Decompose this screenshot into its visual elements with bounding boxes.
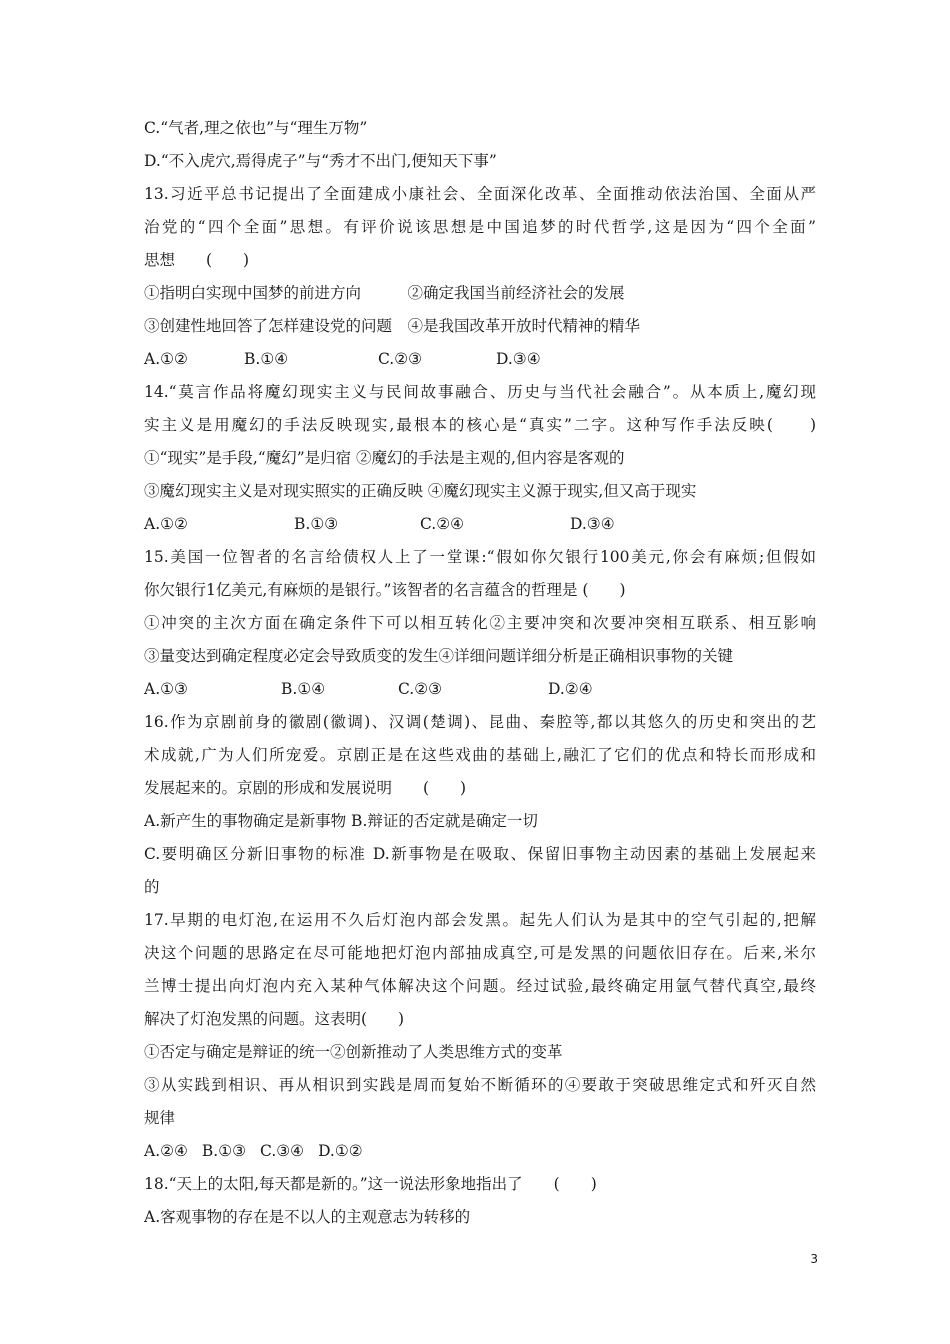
question-17-text: 决这个问题的思路定在尽可能地把灯泡内部抽成真空,可是发黑的问题依旧存在。后来,米尔 xyxy=(144,944,816,962)
question-18-option: A.客观事物的存在是不以人的主观意志为转移的 xyxy=(144,1208,471,1226)
question-16-option: C.要明确区分新旧事物的标准 D.新事物是在吸取、保留旧事物主动因素的基础上发展起来 xyxy=(144,845,816,863)
option-d: D.①② xyxy=(318,1142,363,1160)
option-b: B.①④ xyxy=(244,350,289,368)
question-15-text: 你欠银行1亿美元,有麻烦的是银行。”该智者的名言蕴含的哲理是 ( ) xyxy=(144,581,626,599)
question-17-text: 解决了灯泡发黑的问题。这表明( ) xyxy=(144,1010,405,1028)
question-17-statement: ①否定与确定是辩证的统一②创新推动了人类思维方式的变革 xyxy=(144,1043,563,1061)
question-13-text: 思想 ( ) xyxy=(144,251,250,269)
option-a: A.①② xyxy=(144,515,188,533)
question-17-statement: ③从实践到相识、再从相识到实践是周而复始不断循环的④要敢于突破思维定式和歼灭自然 xyxy=(144,1076,816,1094)
option-c: C.②③ xyxy=(398,680,443,698)
question-16-text: 术成就,广为人们所宠爱。京剧正是在这些戏曲的基础上,融汇了它们的优点和特长而形成和 xyxy=(144,746,816,764)
question-17-statement: 规律 xyxy=(144,1109,176,1127)
option-c: C.②④ xyxy=(420,515,465,533)
question-15-text: 15.美国一位智者的名言给债权人上了一堂课:“假如你欠银行100美元,你会有麻烦;但假如 xyxy=(144,548,816,566)
option-c: C.③④ xyxy=(260,1142,305,1160)
option-b: B.①③ xyxy=(294,515,339,533)
option-c: C.②③ xyxy=(378,350,423,368)
question-16-option: A.新产生的事物确定是新事物 B.辩证的否定就是确定一切 xyxy=(144,812,538,830)
option-b: B.①③ xyxy=(201,1142,247,1160)
question-13-statement: ①指明白实现中国梦的前进方向 ②确定我国当前经济社会的发展 xyxy=(144,284,625,302)
option-b: B.①④ xyxy=(281,680,326,698)
question-15-options xyxy=(144,673,816,706)
option-line: C.“气者,理之依也”与“理生万物” xyxy=(144,119,368,137)
page-number: 3 xyxy=(810,1252,818,1266)
option-a: A.②④ xyxy=(144,1142,188,1160)
question-16-text: 发展起来的。京剧的形成和发展说明 ( ) xyxy=(144,779,467,797)
question-16-option: 的 xyxy=(144,878,160,896)
option-d: D.③④ xyxy=(496,350,541,368)
question-14-statement: ③魔幻现实主义是对现实照实的正确反映 ④魔幻现实主义源于现实,但又高于现实 xyxy=(144,482,697,500)
question-17-options xyxy=(144,1135,816,1168)
question-15-statement: ①冲突的主次方面在确定条件下可以相互转化②主要冲突和次要冲突相互联系、相互影响 xyxy=(144,614,816,632)
question-17-text: 兰博士提出向灯泡内充入某种气体解决这个问题。经过试验,最终确定用氩气替代真空,最终 xyxy=(144,977,816,995)
question-15-statement: ③量变达到确定程度必定会导致质变的发生④详细问题详细分析是正确相识事物的关键 xyxy=(144,647,734,665)
question-13-statement: ③创建性地回答了怎样建设党的问题 ④是我国改革开放时代精神的精华 xyxy=(144,317,641,335)
question-13-options xyxy=(144,343,816,376)
question-14-statement: ①“现实”是手段,“魔幻”是归宿 ②魔幻的手法是主观的,但内容是客观的 xyxy=(144,449,625,467)
option-d: D.③④ xyxy=(570,515,615,533)
question-18-text: 18.“天上的太阳,每天都是新的。”这一说法形象地指出了 ( ) xyxy=(144,1175,597,1193)
option-d: D.②④ xyxy=(548,680,593,698)
question-13-text: 治党的“四个全面”思想。有评价说该思想是中国追梦的时代哲学,这是因为“四个全面” xyxy=(144,218,816,236)
question-17-text: 17.早期的电灯泡,在运用不久后灯泡内部会发黑。起先人们认为是其中的空气引起的,把解 xyxy=(144,911,816,929)
question-16-text: 16.作为京剧前身的徽剧(徽调)、汉调(楚调)、昆曲、秦腔等,都以其悠久的历史和突出的艺 xyxy=(144,713,816,731)
option-line: D.“不入虎穴,焉得虎子”与“秀才不出门,便知天下事” xyxy=(144,152,497,170)
page-content xyxy=(144,112,816,1234)
question-14-text: 实主义是用魔幻的手法反映现实,最根本的核心是“真实”二字。这种写作手法反映( ) xyxy=(144,416,816,434)
option-a: A.①③ xyxy=(144,680,188,698)
question-14-text: 14.“莫言作品将魔幻现实主义与民间故事融合、历史与当代社会融合”。从本质上,魔幻现 xyxy=(144,383,816,401)
question-13-text: 13.习近平总书记提出了全面建成小康社会、全面深化改革、全面推动依法治国、全面从严 xyxy=(144,185,816,203)
question-14-options xyxy=(144,508,816,541)
option-a: A.①② xyxy=(144,350,188,368)
